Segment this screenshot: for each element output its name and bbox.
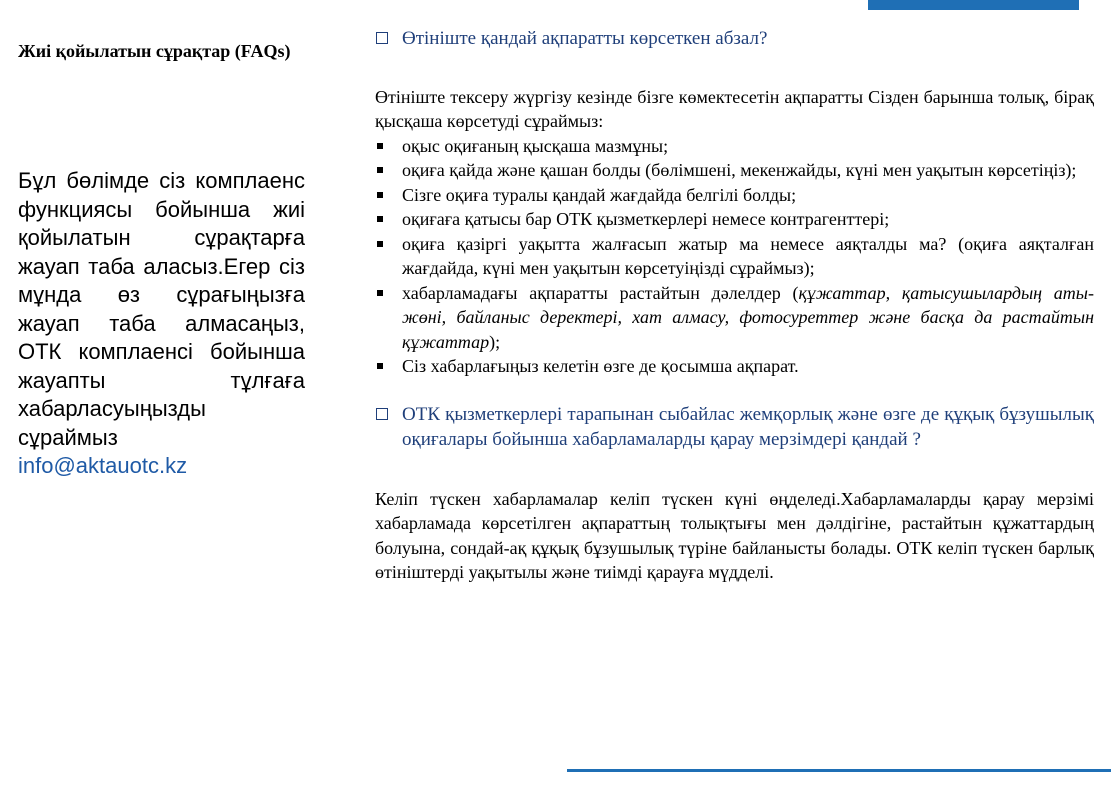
contact-email-link[interactable]: info@aktauotc.kz xyxy=(18,453,188,478)
checkbox-bullet-icon xyxy=(376,408,388,420)
faq-content xyxy=(375,26,1094,585)
list-item: Сізге оқиға туралы қандай жағдайда белгілі болды; xyxy=(375,183,1094,208)
list-item: оқиға қайда және қашан болды (бөлімшені, мекенжайды, күні мен уақытын көрсетіңіз); xyxy=(375,158,1094,183)
question-2 xyxy=(375,402,1094,453)
faq-intro-text: Бұл бөлімде сіз комплаенс функциясы бойынша жиі қойылатын сұрақтарға жауап таба аласыз.Егер сіз мұнда өз сұрағыңызға жауап таба алмасаңыз, ОТК комплаенсі бойынша жауапты тұлғаға хабарласуыңызды сұраймыз xyxy=(18,168,305,450)
evidence-suffix: ); xyxy=(489,331,501,352)
question-1-text: Өтініште қандай ақпаратты көрсеткен абзал? xyxy=(402,28,768,49)
evidence-examples: құжаттар, қатысушылардың аты-жөні, байланыс деректері, хат алмасу, фотосуреттер және басқа да растайтын құжаттар xyxy=(402,282,1094,352)
top-accent-bar xyxy=(868,0,1079,10)
list-item: Сіз хабарлағыңыз келетін өзге де қосымша ақпарат. xyxy=(375,354,1094,379)
list-item: оқиғаға қатысы бар ОТК қызметкерлері немесе контрагенттері; xyxy=(375,207,1094,232)
answer-1-list xyxy=(375,134,1094,379)
faq-intro xyxy=(18,167,305,481)
faq-sidebar xyxy=(18,40,305,481)
faq-title: Жиі қойылатын сұрақтар (FAQs) xyxy=(18,41,291,61)
list-item-evidence xyxy=(375,281,1094,355)
answer-1-intro: Өтініште тексеру жүргізу кезінде бізге көмектесетін ақпаратты Сізден барынша толық, бірақ қысқаша көрсетуді сұраймыз: xyxy=(375,86,1094,131)
question-2-text: ОТК қызметкерлері тарапынан сыбайлас жемқорлық және өзге де құқық бұзушылық оқиғалары бойынша хабарламаларды қарау мерзімдері қандай ? xyxy=(402,403,1094,450)
list-item: оқыс оқиғаның қысқаша мазмұны; xyxy=(375,134,1094,159)
evidence-prefix: хабарламадағы ақпаратты растайтын дәлелдер ( xyxy=(402,282,799,303)
answer-2-text: Келіп түскен хабарламалар келіп түскен күні өңделеді.Хабарламаларды қарау мерзімі хабарламада көрсетілген ақпараттың толықтығы мен дәлдігіне, растайтын құжаттардың болуына, сондай-ақ құқық бұзушылық түріне байланысты болады. ОТК келіп түскен барлық өтініштерді уақытылы және тиімді қарауға мүдделі. xyxy=(375,488,1094,582)
list-item: оқиға қазіргі уақытта жалғасып жатыр ма немесе аяқталды ма? (оқиға аяқталған жағдайда, күні мен уақытын көрсетуіңізді сұраймыз); xyxy=(375,232,1094,281)
bottom-accent-line xyxy=(567,769,1111,772)
question-1 xyxy=(375,26,1094,52)
checkbox-bullet-icon xyxy=(376,32,388,44)
